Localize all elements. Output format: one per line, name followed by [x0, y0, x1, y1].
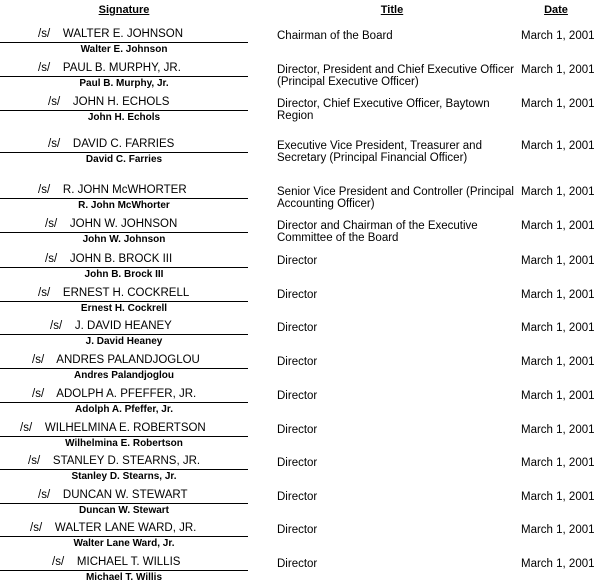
signature-line: /s/ JOHN W. JOHNSON — [0, 217, 248, 233]
printed-name: Adolph A. Pfeffer, Jr. — [75, 404, 173, 415]
signature-line: /s/ WILHELMINA E. ROBERTSON — [0, 421, 248, 437]
signer-title: Director — [277, 255, 318, 267]
signer-title: Director — [277, 491, 318, 503]
signer-title: Executive Vice President, Treasurer and Secretary (Principal Financial Officer) — [277, 140, 482, 164]
printed-name: Ernest H. Cockrell — [80, 303, 168, 314]
signature-date: March 1, 2001 — [521, 424, 595, 436]
signer-title: Director — [277, 558, 318, 570]
printed-name: Walter E. Johnson — [80, 44, 168, 55]
signature-date: March 1, 2001 — [521, 186, 595, 198]
printed-name: John H. Echols — [87, 112, 161, 123]
signature-line: /s/ JOHN H. ECHOLS — [0, 95, 248, 111]
signature-date: March 1, 2001 — [521, 30, 595, 42]
signature-line: /s/ ERNEST H. COCKRELL — [0, 286, 248, 302]
signature-date: March 1, 2001 — [521, 356, 595, 368]
signature-date: March 1, 2001 — [521, 457, 595, 469]
signer-title: Director — [277, 289, 318, 301]
printed-name: Stanley D. Stearns, Jr. — [71, 471, 177, 482]
printed-name: R. John McWhorter — [78, 200, 170, 211]
signature-line: /s/ DUNCAN W. STEWART — [0, 488, 248, 504]
printed-name: Walter Lane Ward, Jr. — [73, 538, 175, 549]
signature-date: March 1, 2001 — [521, 255, 595, 267]
printed-name: Duncan W. Stewart — [78, 505, 169, 516]
printed-name: Paul B. Murphy, Jr. — [79, 78, 169, 89]
date-column-header: Date — [544, 4, 568, 16]
signature-line: /s/ DAVID C. FARRIES — [0, 137, 248, 153]
signature-date: March 1, 2001 — [521, 64, 595, 76]
printed-name: Andres Palandjoglou — [73, 370, 174, 381]
signer-title: Director, Chief Executive Officer, Baytown Region — [277, 98, 490, 122]
printed-name: John B. Brock III — [84, 269, 164, 280]
signature-date: March 1, 2001 — [521, 140, 595, 152]
signature-date: March 1, 2001 — [521, 322, 595, 334]
title-column-header: Title — [380, 4, 404, 16]
signature-date: March 1, 2001 — [521, 220, 595, 232]
signature-line: /s/ J. DAVID HEANEY — [0, 319, 248, 335]
signer-title: Director — [277, 390, 318, 402]
printed-name: Michael T. Willis — [85, 572, 163, 583]
signature-line: /s/ ADOLPH A. PFEFFER, JR. — [0, 387, 248, 403]
signer-title: Director — [277, 424, 318, 436]
signature-column-header: Signature — [98, 4, 150, 16]
signature-line: /s/ JOHN B. BROCK III — [0, 252, 248, 268]
printed-name: John W. Johnson — [82, 234, 166, 245]
printed-name: J. David Heaney — [85, 336, 163, 347]
signer-title: Director — [277, 457, 318, 469]
signer-title: Director, President and Chief Executive Officer (Principal Executive Officer) — [277, 64, 514, 88]
signature-date: March 1, 2001 — [521, 558, 595, 570]
signer-title: Director and Chairman of the Executive Committee of the Board — [277, 220, 478, 244]
signature-line: /s/ STANLEY D. STEARNS, JR. — [0, 454, 248, 470]
signature-line: /s/ WALTER E. JOHNSON — [0, 27, 248, 43]
signer-title: Chairman of the Board — [277, 30, 393, 42]
printed-name: David C. Farries — [85, 154, 163, 165]
signature-date: March 1, 2001 — [521, 289, 595, 301]
signature-line: /s/ R. JOHN McWHORTER — [0, 183, 248, 199]
signature-line: /s/ PAUL B. MURPHY, JR. — [0, 61, 248, 77]
signature-date: March 1, 2001 — [521, 524, 595, 536]
signature-line: /s/ WALTER LANE WARD, JR. — [0, 521, 248, 537]
signature-line: /s/ ANDRES PALANDJOGLOU — [0, 353, 248, 369]
signer-title: Director — [277, 524, 318, 536]
signer-title: Senior Vice President and Controller (Principal Accounting Officer) — [277, 186, 514, 210]
signature-date: March 1, 2001 — [521, 390, 595, 402]
signature-date: March 1, 2001 — [521, 98, 595, 110]
signature-date: March 1, 2001 — [521, 491, 595, 503]
signer-title: Director — [277, 322, 318, 334]
printed-name: Wilhelmina E. Robertson — [65, 438, 183, 449]
signature-line: /s/ MICHAEL T. WILLIS — [0, 555, 248, 571]
signer-title: Director — [277, 356, 318, 368]
